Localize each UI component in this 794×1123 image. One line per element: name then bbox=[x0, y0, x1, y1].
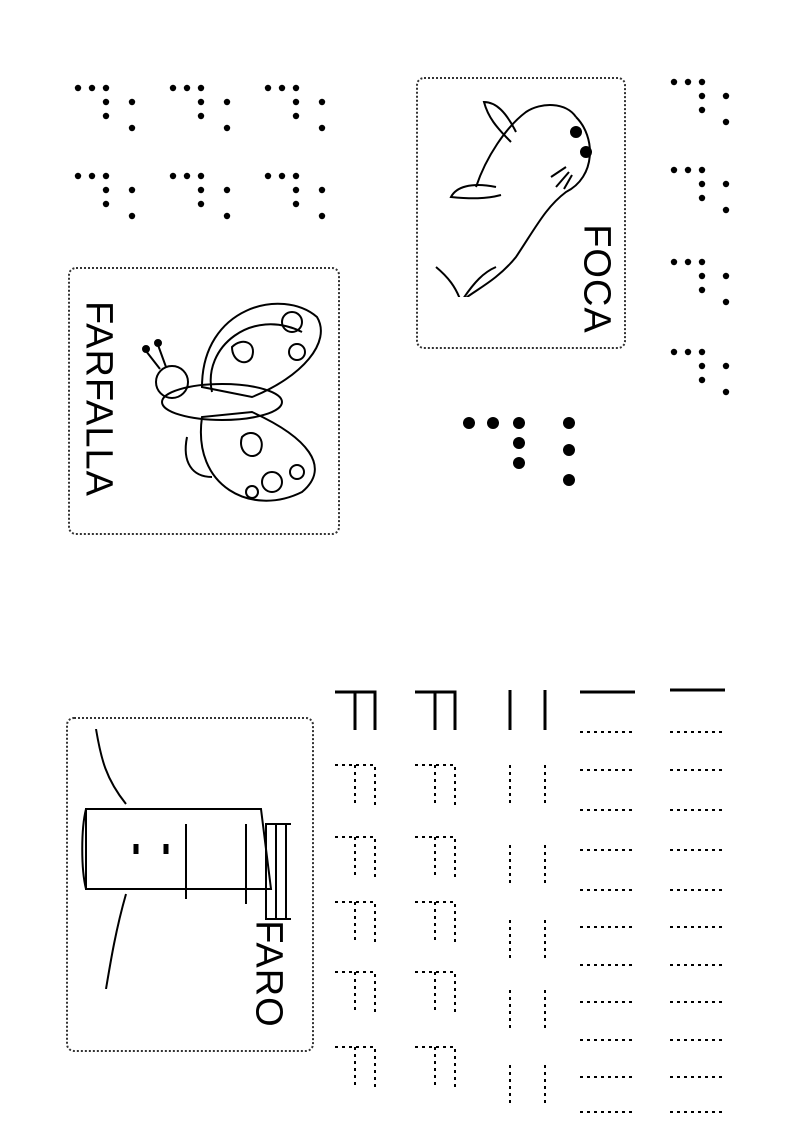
braille-cell bbox=[671, 79, 729, 125]
model-strokes bbox=[335, 690, 725, 730]
braille-cell bbox=[671, 167, 729, 213]
braille-f-grid bbox=[62, 70, 352, 230]
foca-label: FOCA bbox=[575, 224, 618, 334]
butterfly-drawing bbox=[132, 287, 332, 517]
tracing-strokes bbox=[335, 732, 725, 1112]
faro-card bbox=[66, 717, 314, 1052]
braille-cell bbox=[75, 173, 135, 219]
braille-cell bbox=[75, 85, 135, 131]
foca-card bbox=[416, 77, 626, 349]
braille-cell bbox=[265, 173, 325, 219]
braille-cell bbox=[170, 173, 230, 219]
braille-f-column bbox=[664, 70, 739, 400]
braille-cell bbox=[671, 259, 729, 305]
tracing-area bbox=[320, 680, 740, 1120]
faro-label: FARO bbox=[247, 920, 290, 1028]
braille-cell bbox=[170, 85, 230, 131]
braille-cell bbox=[265, 85, 325, 131]
braille-cell bbox=[671, 349, 729, 395]
braille-f-large bbox=[455, 405, 595, 500]
farfalla-card bbox=[68, 267, 340, 535]
farfalla-label: FARFALLA bbox=[77, 301, 120, 497]
